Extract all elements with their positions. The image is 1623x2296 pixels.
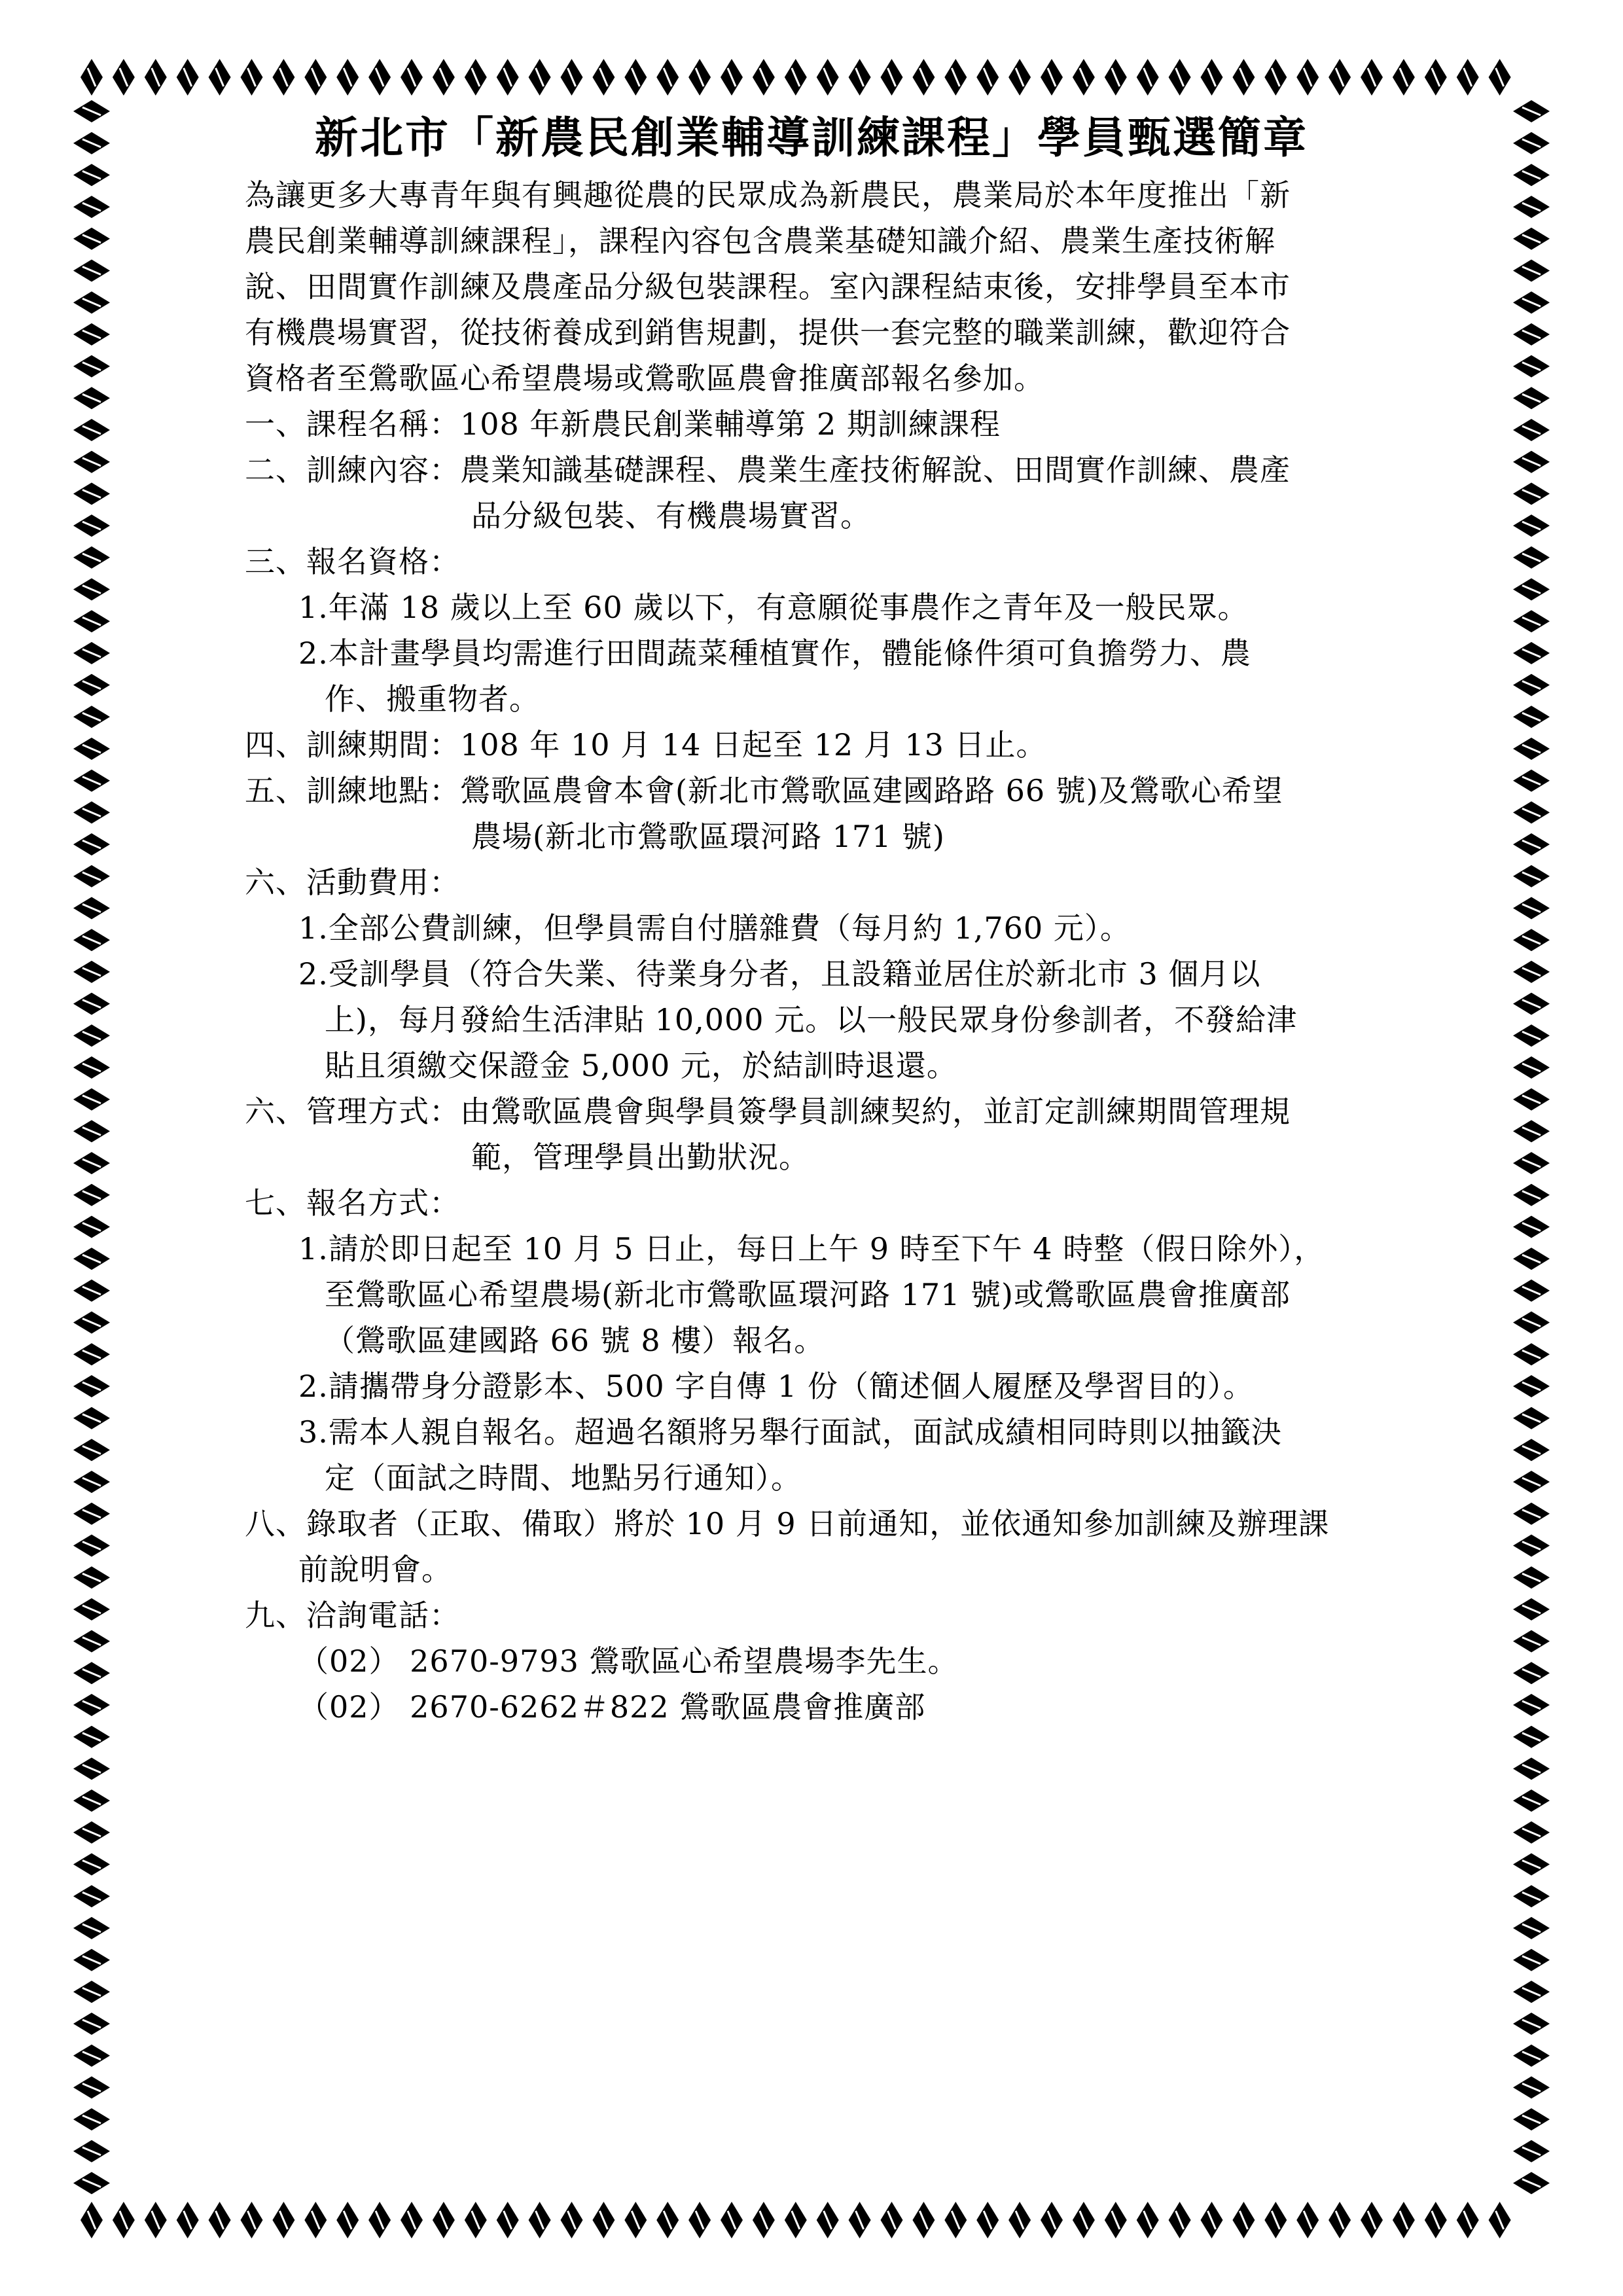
page-title: 新北市「新農民創業輔導訓練課程」學員甄選簡章	[315, 112, 1308, 163]
eligibility-item-2: 2.本計畫學員均需進行田間蔬菜種植實作，體能條件須可負擔勞力、農	[298, 636, 1251, 671]
fees-item-1: 1.全部公費訓練，但學員需自付膳雜費（每月約 1,760 元）。	[298, 910, 1131, 946]
registration-item-3-cont: 定（面試之時間、地點另行通知）。	[325, 1460, 802, 1496]
fees-item-2-cont: 貼且須繳交保證金 5,000 元，於結訓時退還。	[325, 1048, 957, 1083]
registration-item-3: 3.需本人親自報名。超過名額將另舉行面試，面試成績相同時則以抽籤決	[298, 1414, 1282, 1450]
border-bottom	[80, 2202, 1511, 2238]
section-admission-notice-cont: 前說明會。	[298, 1552, 452, 1587]
section-training-content: 二、訓練內容：農業知識基礎課程、農業生產技術解說、田間實作訓練、農產	[245, 452, 1291, 488]
border-right	[1513, 100, 1550, 2195]
registration-item-1-cont: （鶯歌區建國路 66 號 8 樓）報名。	[325, 1323, 825, 1358]
section-course-name: 一、課程名稱：108 年新農民創業輔導第 2 期訓練課程	[245, 406, 1001, 442]
section-training-location-cont: 農場(新北市鶯歌區環河路 171 號)	[471, 819, 945, 854]
section-training-period: 四、訓練期間：108 年 10 月 14 日起至 12 月 13 日止。	[245, 727, 1047, 762]
section-training-location: 五、訓練地點：鶯歌區農會本會(新北市鶯歌區建國路路 66 號)及鶯歌心希望	[245, 773, 1283, 808]
section-eligibility-heading: 三、報名資格：	[245, 544, 460, 579]
contact-phone-1: （02） 2670-9793 鶯歌區心希望農場李先生。	[298, 1643, 959, 1679]
section-training-content-cont: 品分級包裝、有機農場實習。	[471, 498, 871, 533]
section-management: 六、管理方式：由鶯歌區農會與學員簽學員訓練契約，並訂定訓練期間管理規	[245, 1094, 1291, 1129]
contact-phone-2: （02） 2670-6262＃822 鶯歌區農會推廣部	[298, 1689, 926, 1725]
intro-line: 說、田間實作訓練及農產品分級包裝課程。室內課程結束後，安排學員至本市	[245, 269, 1291, 304]
registration-item-1: 1.請於即日起至 10 月 5 日止，每日上午 9 時至下午 4 時整（假日除外），	[298, 1231, 1325, 1266]
section-management-cont: 範，管理學員出勤狀況。	[471, 1139, 810, 1175]
section-fees-heading: 六、活動費用：	[245, 865, 460, 900]
intro-line: 農民創業輔導訓練課程」，課程內容包含農業基礎知識介紹、農業生產技術解	[245, 223, 1275, 259]
registration-item-2: 2.請攜帶身分證影本、500 字自傳 1 份（簡述個人履歷及學習目的）。	[298, 1369, 1254, 1404]
border-left	[73, 100, 110, 2195]
intro-line: 有機農場實習，從技術養成到銷售規劃，提供一套完整的職業訓練，歡迎符合	[245, 315, 1291, 350]
eligibility-item-1: 1.年滿 18 歲以上至 60 歲以下，有意願從事農作之青年及一般民眾。	[298, 590, 1249, 625]
section-contact-heading: 九、洽詢電話：	[245, 1598, 460, 1633]
intro-line: 為讓更多大專青年與有興趣從農的民眾成為新農民，農業局於本年度推出「新	[245, 177, 1291, 213]
registration-item-1-cont: 至鶯歌區心希望農場(新北市鶯歌區環河路 171 號)或鶯歌區農會推廣部	[325, 1277, 1291, 1312]
section-registration-heading: 七、報名方式：	[245, 1185, 460, 1221]
fees-item-2-cont: 上)，每月發給生活津貼 10,000 元。以一般民眾身份參訓者，不發給津	[325, 1002, 1298, 1037]
intro-line: 資格者至鶯歌區心希望農場或鶯歌區農會推廣部報名參加。	[245, 361, 1044, 396]
eligibility-item-2-cont: 作、搬重物者。	[325, 681, 540, 717]
border-top	[80, 59, 1511, 96]
section-admission-notice: 八、錄取者（正取、備取）將於 10 月 9 日前通知，並依通知參加訓練及辦理課	[245, 1506, 1330, 1541]
fees-item-2: 2.受訓學員（符合失業、待業身分者，且設籍並居住於新北市 3 個月以	[298, 956, 1261, 992]
